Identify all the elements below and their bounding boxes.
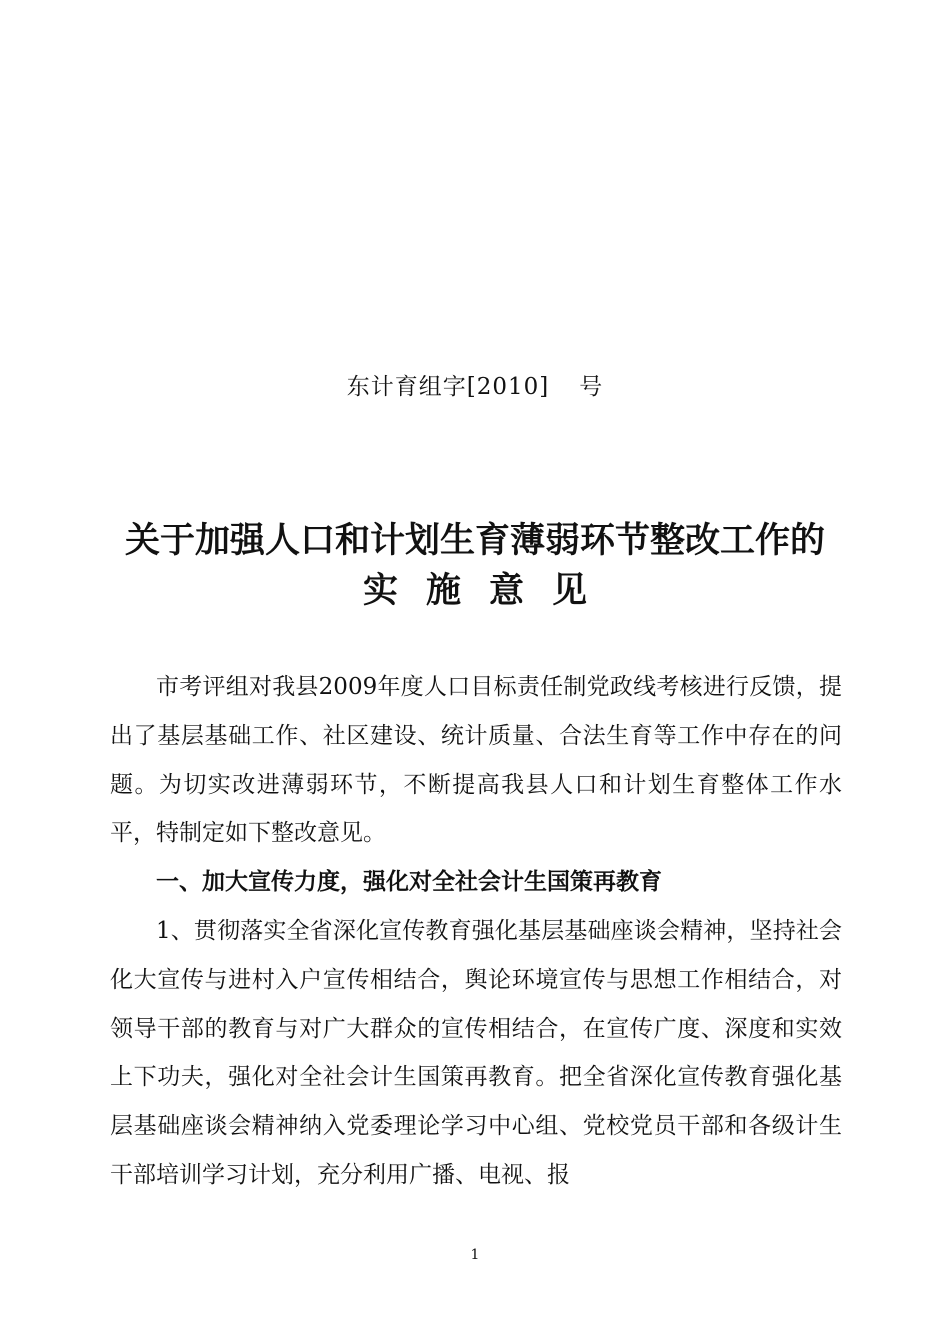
title-line-1: 关于加强人口和计划生育薄弱环节整改工作的 <box>124 520 825 561</box>
section-1-heading: 一、加大宣传力度，强化对全社会计生国策再教育 <box>156 869 662 896</box>
document-number <box>0 368 950 401</box>
page-number: 1 <box>470 1247 480 1263</box>
section-1-paragraph-1: 1、贯彻落实全省深化宣传教育强化基层基础座谈会精神，坚持社会化大宣传与进村入户宣传相结合，舆论环境宣传与思想工作相结合，对领导干部的教育与对广大群众的宣传相结合，在宣传广度、深度和实效上下功夫，强化对全社会计生国策再教育。把全省深化宣传教育强化基层基础座谈会精神纳入党委理论学习中心组、党校党员干部和各级计生干部培训学习计划，充分利用广播、电视、报 <box>110 917 842 1188</box>
document-number-prefix: 东计育组字[2010] <box>346 374 550 400</box>
document-body <box>110 663 842 1200</box>
document-title <box>0 516 950 616</box>
title-line-2: 实施意见 <box>362 570 615 611</box>
document-number-suffix: 号 <box>579 374 604 400</box>
intro-paragraph: 市考评组对我县2009年度人口目标责任制党政线考核进行反馈，提出了基层基础工作、社区建设、统计质量、合法生育等工作中存在的问题。为切实改进薄弱环节，不断提高我县人口和计划生育整体工作水平，特制定如下整改意见。 <box>110 674 842 847</box>
